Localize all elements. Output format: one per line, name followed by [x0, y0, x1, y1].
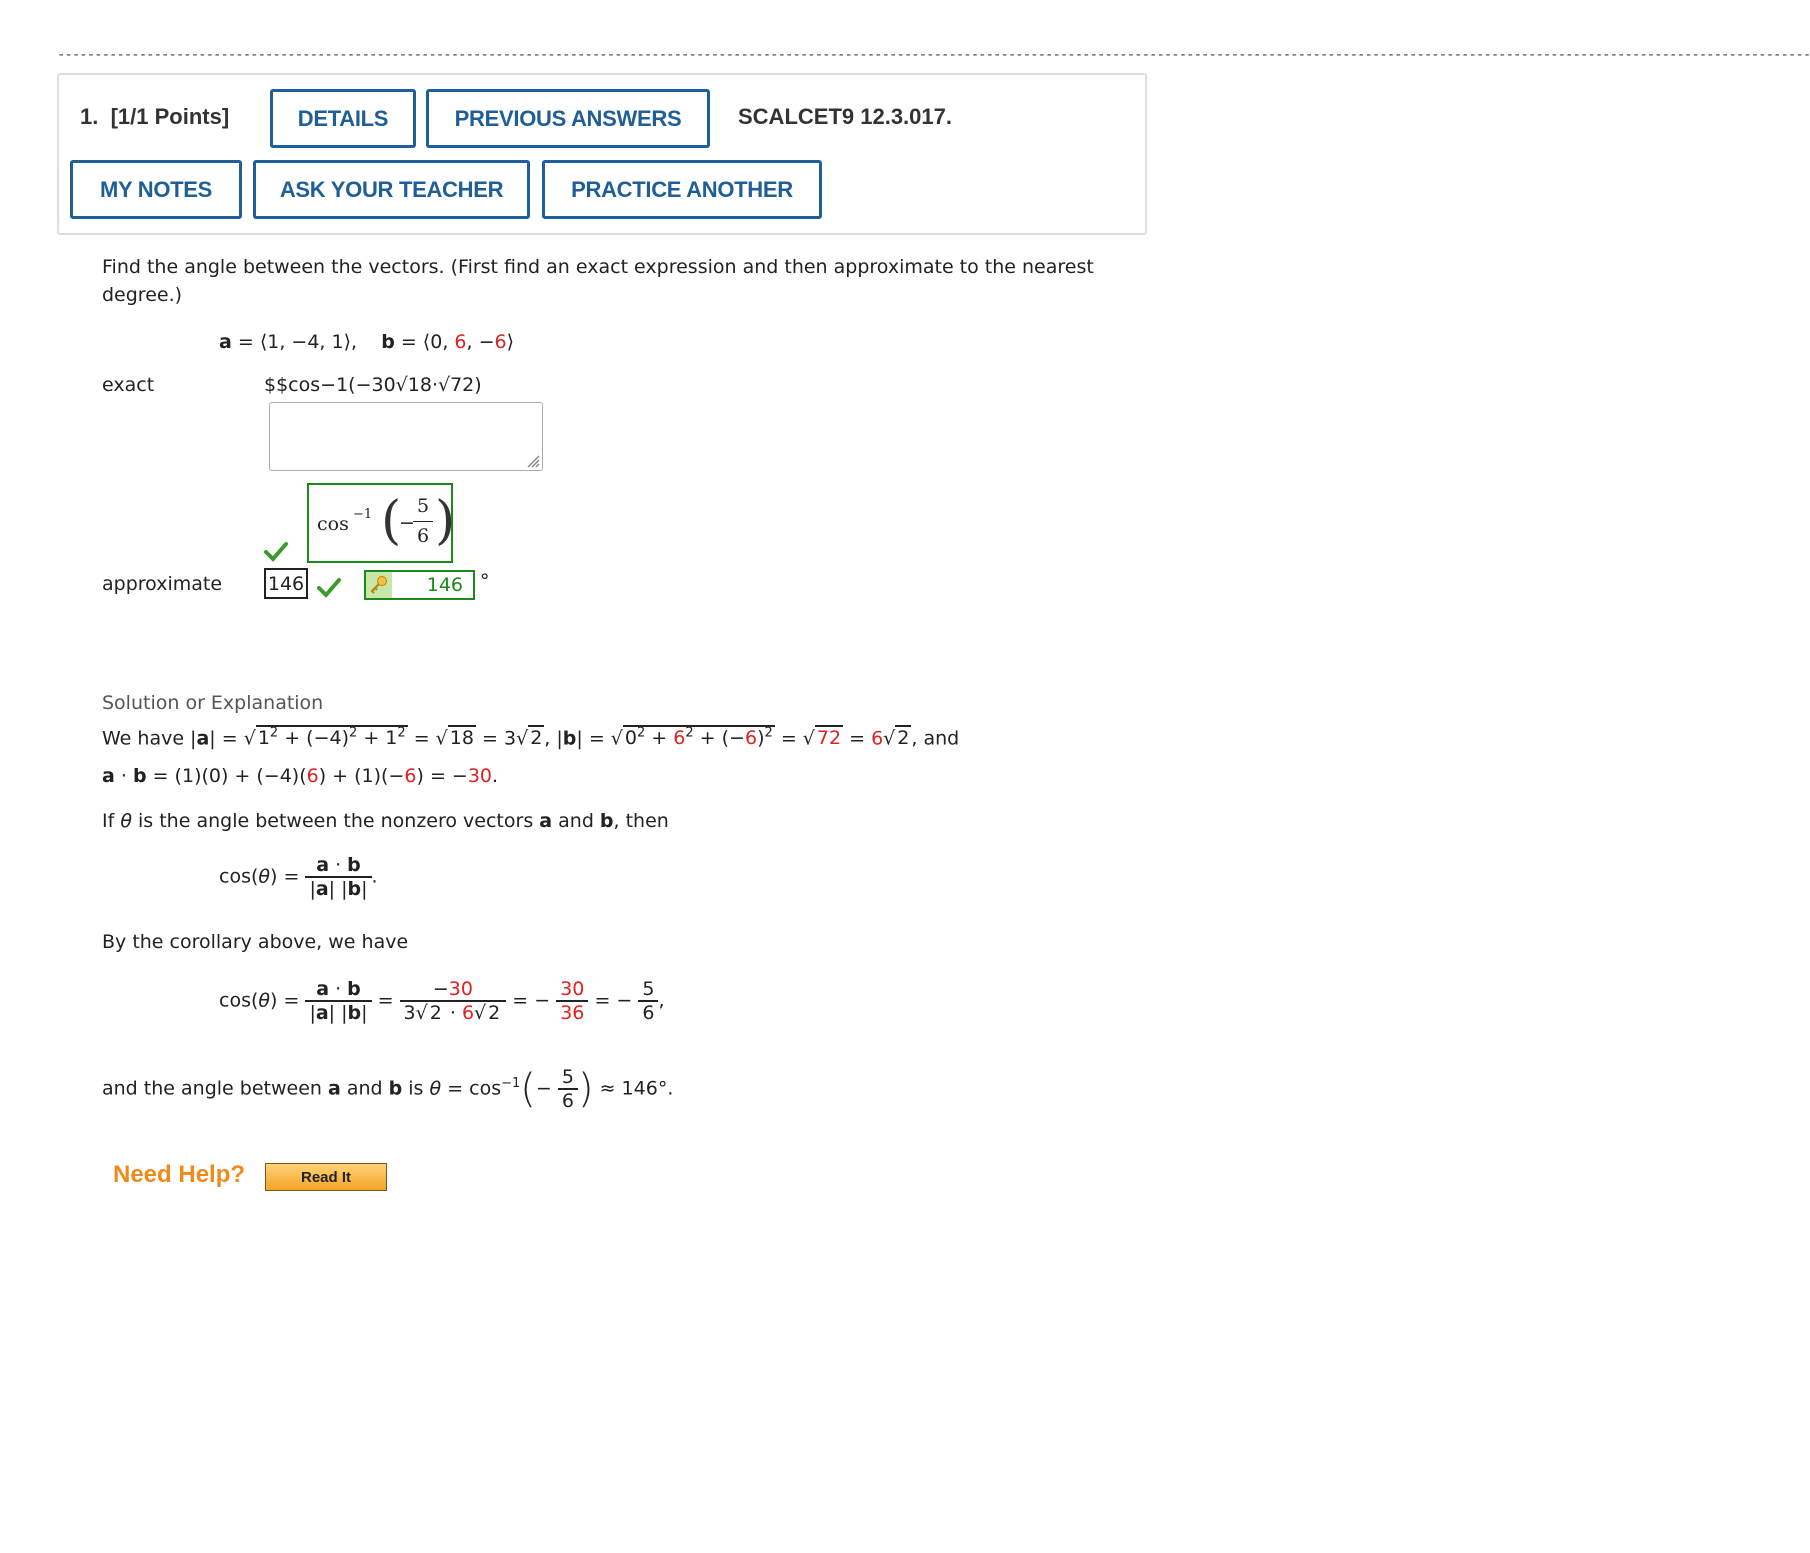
solution-magnitudes: We have |a| = √ $1^2 + (-4)^2 + 1^2$ = √ 18 = 3√ 2 , |b| = √ $0^2 + 6^2 + (-6)^2$ = √ 72 = 6√ 2 , and [102, 726, 960, 750]
ask-your-teacher-button[interactable]: ASK YOUR TEACHER [253, 160, 530, 219]
exact-answer-input[interactable] [269, 402, 543, 471]
question-points: 1. [1/1 Points] [80, 104, 230, 129]
solution-theta-statement: If θ is the angle between the nonzero vectors a and b, then [102, 810, 669, 832]
correct-answer-box [364, 570, 475, 600]
solution-dot-product: a · b = (1)(0) + (−4)(6) + (1)(−6) = −30. [102, 765, 499, 787]
details-button[interactable]: DETAILS [270, 89, 416, 148]
separator-dashes: -------------------------------------------------------------------------------------------------------------------------------------------------------------------------------------------------------------------------------------------- [57, 47, 1810, 63]
read-it-button[interactable]: Read It [265, 1163, 387, 1191]
check-icon [264, 541, 288, 561]
previous-answers-button[interactable]: PREVIOUS ANSWERS [426, 89, 710, 148]
correct-answer-value: 146 [426, 574, 463, 596]
solution-heading: Solution or Explanation [102, 692, 324, 714]
practice-another-button[interactable]: PRACTICE ANOTHER [542, 160, 822, 219]
cos-theta-computation: cos(θ) = $\frac{a \cdot b}{|a| |b|}$ = $\frac{-30}{3√ 2 \cdot 6√ 2}$ = − $\frac{30}{36}$ = − $\frac{5}{6}$ , [219, 978, 665, 1024]
exact-label: exact [102, 374, 155, 396]
math-preview: cos −1 ( − 5 6 ) [307, 483, 453, 563]
question-prompt-cont: degree.) [102, 284, 183, 306]
check-icon [317, 577, 341, 597]
exact-echo: $$cos−1(−30√18·√72) [264, 374, 482, 396]
approximate-label: approximate [102, 573, 223, 595]
problem-code: SCALCET9 12.3.017. [738, 104, 952, 129]
degree-unit: ° [480, 570, 490, 592]
my-notes-button[interactable]: MY NOTES [70, 160, 242, 219]
resize-grip-icon[interactable] [526, 454, 540, 468]
approximate-answer-input[interactable]: 146 [264, 568, 308, 599]
need-help-label: Need Help? [113, 1161, 246, 1188]
vectors-definition: a = ⟨1, −4, 1⟩, b = ⟨0, 6, −6⟩ [219, 331, 515, 353]
solution-corollary: By the corollary above, we have [102, 931, 409, 953]
cos-theta-formula: cos(θ) = $\frac{a \cdot b}{|a| |b|}$ . [219, 854, 378, 900]
solution-final-angle: and the angle between a and b is $\theta = \cos^{-1}(-$ $\frac{5}{6}$ ) ≈ 146°. [102, 1066, 674, 1112]
key-icon [366, 572, 392, 598]
question-prompt: Find the angle between the vectors. (First find an exact expression and then approximate to the nearest [102, 256, 1094, 278]
